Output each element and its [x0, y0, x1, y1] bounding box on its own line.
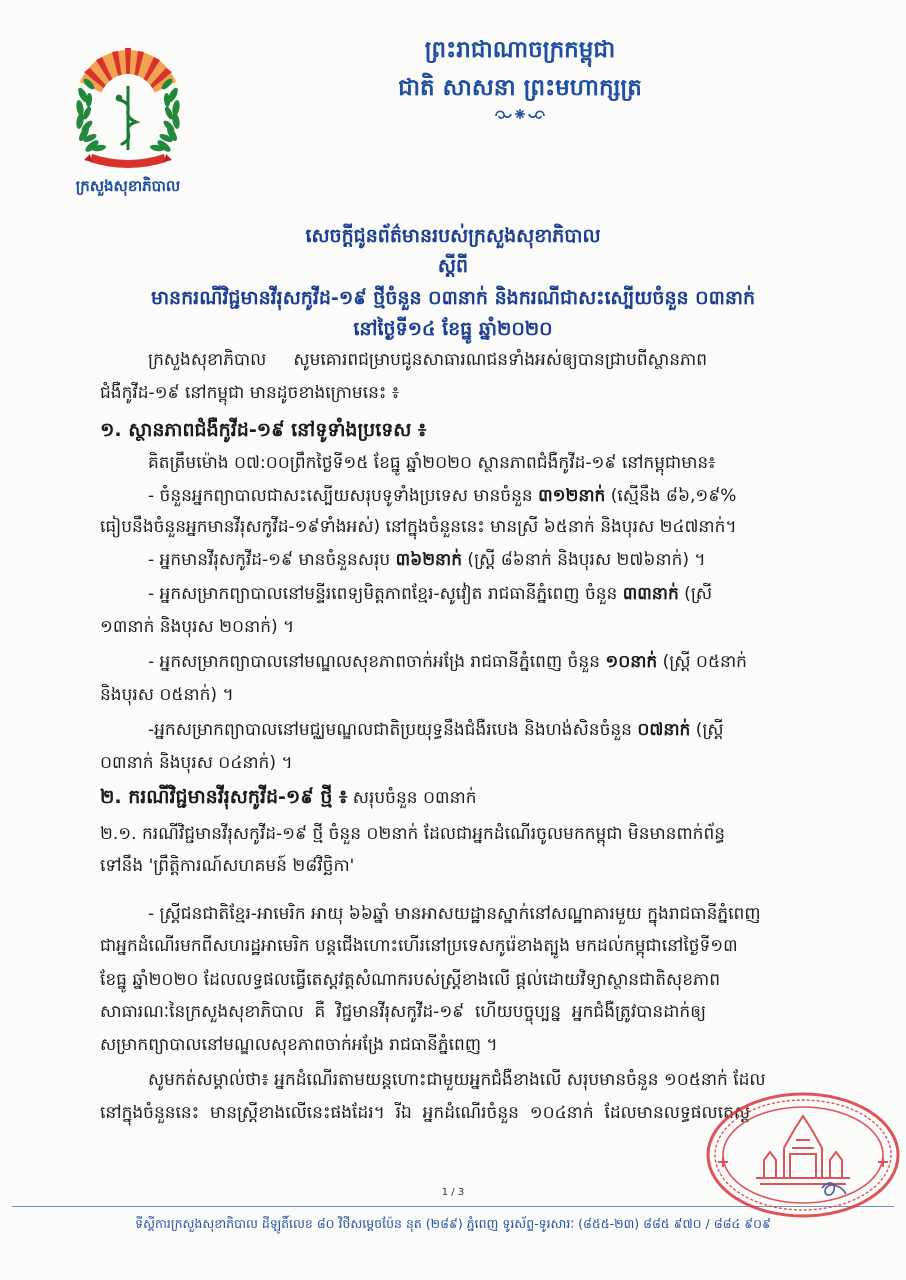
chak-angre-line-1 [148, 647, 812, 677]
note-line-2: នៅក្នុងចំនួននេះ មានស្ត្រីខាងលើនេះផងដែរ។ រីឯ អ្នកដំណើរចំនួន ១០៤នាក់ ដែលមានលទ្ធផលតេស្ត [100, 1103, 751, 1123]
total-cases-line [148, 545, 812, 575]
intro-line-1: ក្រសួងសុខាភិបាល សូមគោរពជម្រាបជូនសាធារណជនទាំងអស់ឲ្យបានជ្រាបពីស្ថានភាព [148, 350, 708, 370]
case-line-2: ជាអ្នកដំណើរមកពីសហរដ្ឋអាមេរិក បន្តជើងហោះហើរនៅប្រទេសកូរ៉េខាងត្បូង មកដល់កម្ពុជានៅថ្ងៃទី១៣ [100, 936, 738, 956]
release-subject: មានករណីវិជ្ជមានវីរុសកូវីដ-១៩ ថ្មីចំនួន ០៣នាក់ និងករណីជាសះស្បើយចំនួន ០៣នាក់ [150, 287, 756, 309]
chak-angre-text: - អ្នកសម្រាកព្យាបាលនៅមណ្ឌលសុខភាពចាក់អង្រែ រាជធានីភ្នំពេញ ចំនួន [148, 652, 606, 672]
total-cases-count: ៣៦២នាក់ [395, 550, 463, 570]
tb-center-text: -អ្នកសម្រាកព្យាបាលនៅមជ្ឈមណ្ឌលជាតិប្រយុទ្ធនឹងជំងឺរបេង និងហង់សិនចំនួន [148, 720, 638, 740]
subsection-2-1-line-1: ២.១. ករណីវិជ្ជមានវីរុសកូវីដ-១៩ ថ្មី ចំនួន ០២នាក់ ដែលជាអ្នកដំណើរចូលមកកម្ពុជា មិនមានពាក់ព័ន្ធ [100, 824, 726, 844]
tb-center-count: ០៧នាក់ [637, 720, 691, 740]
release-date: នៅថ្ងៃទី១៤ ខែធ្នូ ឆ្នាំ២០២០ [353, 318, 553, 340]
subsection-2-1-line-2: ទៅនឹង 'ព្រឹត្តិការណ៍សហគមន៍ ២៨វិច្ឆិកា' [100, 856, 355, 876]
release-title: សេចក្តីជូនព័ត៌មានរបស់ក្រសួងសុខាភិបាល [305, 225, 601, 247]
recovered-percent: (ស្មើនឹង ៨៦,១៩% [605, 486, 737, 506]
khmer-soviet-breakdown: (ស្រី [678, 584, 713, 604]
recovered-line-1 [148, 481, 812, 511]
chak-angre-line-2: និងបុរស ០៥នាក់) ។ [100, 685, 234, 705]
ministry-emblem-icon [62, 42, 194, 174]
footer-address: ទីស្តីការក្រសួងសុខាភិបាល ដីឡូតិ៍លេខ ៨០ វិថីសម្តេចប៉ែន នុត (២៨៩) ភ្នំពេញ ទូរស័ព្ទ-ទូរសារៈ (៨៥៥-២៣) ៨៨៥ ៩៧០ / ៨៨៤ ៩០៩ [135, 1216, 771, 1231]
case-line-5: សម្រាកព្យាបាលនៅមណ្ឌលសុខភាពចាក់អង្រែ រាជធានីភ្នំពេញ ។ [100, 1035, 498, 1055]
recovered-text: - ចំនួនអ្នកព្យាបាលជាសះស្បើយសរុបទូទាំងប្រទេស មានចំនួន [148, 486, 539, 506]
chak-angre-breakdown: (ស្ត្រី ០៥នាក់ [657, 652, 747, 672]
case-line-1: - ស្ត្រីជនជាតិខ្មែរ-អាមេរិក អាយុ ៦៦ឆ្នាំ មានអាសយដ្ឋានស្នាក់នៅសណ្ឋាគារមួយ ក្នុងរាជធានីភ្នំពេញ [148, 904, 761, 924]
khmer-soviet-line-1 [148, 579, 812, 609]
status-as-of: គិតត្រឹមម៉ោង ០៧:០០ព្រឹកថ្ងៃទី១៥ ខែធ្នូ ឆ្នាំ២០២០ ស្ថានភាពជំងឺកូវីដ-១៩ នៅកម្ពុជាមាន៖ [148, 453, 716, 473]
tb-center-line-2: ០៣នាក់ និងបុរស ០៤នាក់) ។ [100, 753, 293, 773]
khmer-soviet-line-2: ១៣នាក់ និងបុរស ២០នាក់) ។ [100, 617, 295, 637]
national-motto: ជាតិ សាសនា ព្រះមហាក្សត្រ [398, 74, 642, 101]
tb-center-line-1 [148, 715, 812, 745]
khmer-ornament-icon [492, 106, 548, 122]
note-line-1: សូមកត់សម្គាល់ថា៖ អ្នកដំណើរតាមយន្តហោះជាមួយអ្នកជំងឺខាងលើ សរុបមានចំនួន ១០៥នាក់ ដែល [148, 1070, 766, 1090]
intro-line-2: ជំងឺកូវីដ-១៩ នៅកម្ពុជា មានដូចខាងក្រោមនេះ ៖ [100, 383, 400, 403]
case-line-3: ខែធ្នូ ឆ្នាំ២០២០ ដែលលទ្ធផលធ្វើតេស្តវត្តសំណាករបស់ស្ត្រីខាងលើ ផ្តល់ដោយវិទ្យាស្ថានជាតិសុខភាព [100, 970, 721, 990]
section-2-heading [100, 782, 812, 812]
section-2-total: សរុបចំនួន ០៣នាក់ [347, 788, 477, 808]
release-subject-label: ស្តីពី [437, 255, 469, 277]
recovered-count: ៣១២នាក់ [538, 486, 606, 506]
tb-center-breakdown: (ស្ត្រី [690, 720, 724, 740]
ministry-name: ក្រសួងសុខាភិបាល [75, 177, 181, 195]
khmer-soviet-count: ៣៣នាក់ [622, 584, 679, 604]
chak-angre-count: ១០នាក់ [605, 652, 658, 672]
page-number: 1 / 3 [441, 1187, 465, 1198]
total-cases-breakdown: (ស្ត្រី ៨៦នាក់ និងបុរស ២៧៦នាក់) ។ [462, 550, 706, 570]
section-2-heading-bold: ២. ករណីវិជ្ជមានវីរុសកូវីដ-១៩ ថ្មី ៖ [100, 786, 348, 808]
case-line-4: សាធារណៈនៃក្រសួងសុខាភិបាល គឺ វិជ្ជមានវីរុសកូវីដ-១៩ ហើយបច្ចុប្បន្ន អ្នកជំងឺត្រូវបានដាក់ឲ្យ [100, 1002, 707, 1022]
section-1-heading: ១. ស្ថានភាពជំងឺកូវីដ-១៩ នៅទូទាំងប្រទេស ៖ [100, 419, 427, 441]
khmer-soviet-text: - អ្នកសម្រាកព្យាបាលនៅមន្ទីរពេទ្យមិត្តភាពខ្មែរ-សូវៀត រាជធានីភ្នំពេញ ចំនួន [148, 584, 623, 604]
kingdom-heading: ព្រះរាជាណាចក្រកម្ពុជា [424, 36, 616, 63]
recovered-line-2: ធៀបនឹងចំនួនអ្នកមានវីរុសកូវីដ-១៩ទាំងអស់) នៅក្នុងចំនួននេះ មានស្រី ៦៥នាក់ និងបុរស ២៤៧នាក់។ [100, 517, 737, 537]
official-seal-icon [704, 1090, 902, 1220]
total-cases-text: - អ្នកមានវីរុសកូវីដ-១៩ មានចំនួនសរុប [148, 550, 396, 570]
